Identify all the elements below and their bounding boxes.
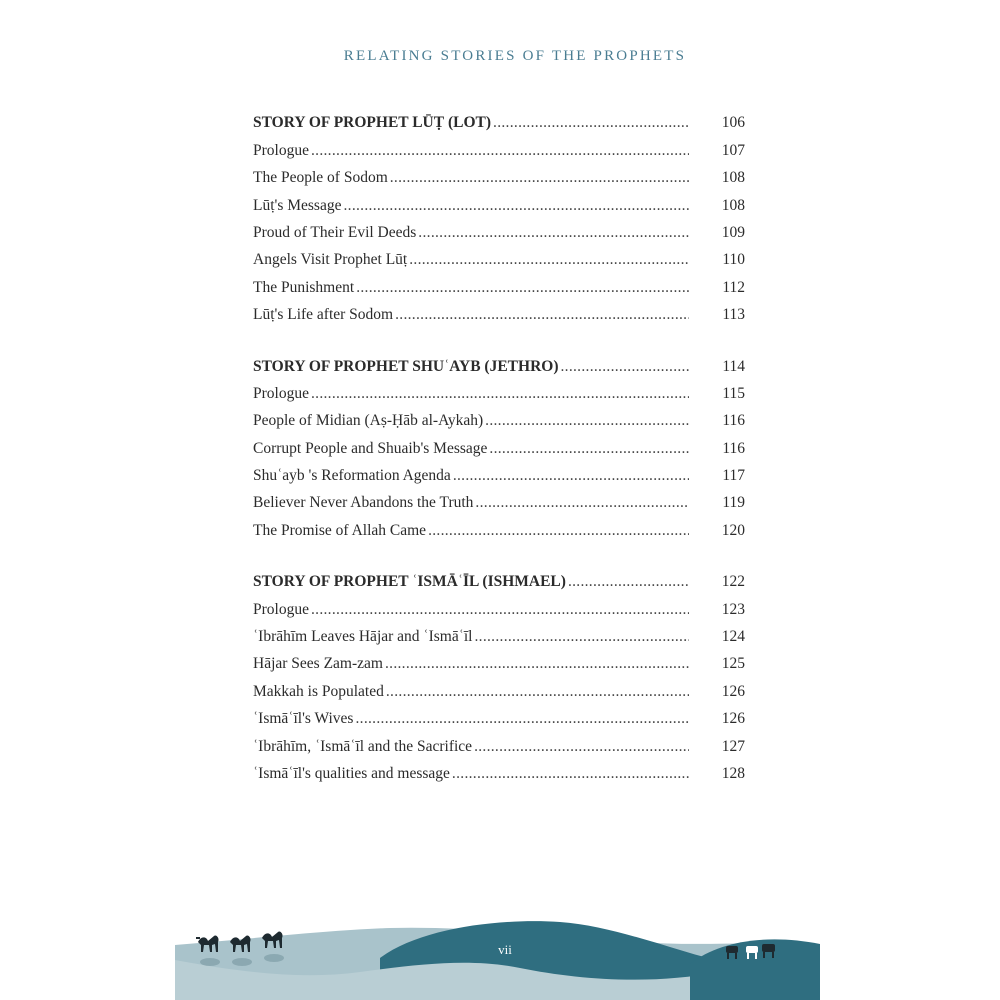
toc-page-number: 117 [722,467,745,485]
toc-page-number: 116 [722,412,745,430]
toc-entry[interactable] [253,756,745,783]
running-head: RELATING STORIES OF THE PROPHETS [343,48,687,64]
toc-entry[interactable] [253,512,745,539]
toc-entry-title: Proud of Their Evil Deeds [253,223,417,241]
toc-entry-title: STORY OF PROPHET SHUʿAYB (JETHRO) [253,357,559,375]
dot-leader [311,142,689,160]
toc-page-number: 115 [722,384,745,402]
toc-page-number: 116 [722,439,745,457]
toc-entry-title: Hājar Sees Zam-zam [253,655,383,673]
toc-entry-title: The Promise of Allah Came [253,521,427,539]
toc-entry-title: Prologue [253,141,309,159]
toc-entry[interactable] [253,215,745,242]
dot-leader [390,169,689,187]
dot-leader [474,738,689,756]
dot-leader [489,440,689,458]
toc-entry[interactable] [253,673,745,700]
toc-page-number: 110 [722,251,745,269]
toc-entry[interactable] [253,269,745,296]
dot-leader [568,573,689,591]
toc-entry-title: Angels Visit Prophet Lūṭ [253,251,408,269]
toc-entry[interactable] [253,591,745,618]
toc-entry-title: Makkah is Populated [253,682,384,700]
toc-page-number: 108 [721,196,745,214]
toc-entry-title: STORY OF PROPHET ʿISMĀʿĪL (ISHMAEL) [253,573,566,591]
toc-page-number: 109 [721,223,745,241]
toc-page-number: 125 [721,655,745,673]
toc-page-number: 123 [721,600,745,618]
toc-entry-title: The People of Sodom [253,169,388,187]
page-number: vii [498,942,512,957]
dot-leader [355,710,689,728]
toc-entry[interactable] [253,646,745,673]
toc-page-number: 114 [722,357,745,375]
toc-entry-title: ʿIsmāʿīl's qualities and message [253,764,450,782]
dot-leader [385,655,689,673]
dot-leader [485,412,689,430]
toc-entry-title: Shuʿayb 's Reformation Agenda [253,467,451,485]
toc-entry[interactable] [253,187,745,214]
toc-page-number: 107 [721,141,745,159]
toc-entry[interactable] [253,297,745,324]
toc-page-number: 126 [721,682,745,700]
toc-page-number: 119 [722,494,745,512]
dot-leader [493,114,689,132]
toc-entry[interactable] [253,485,745,512]
toc-page-number: 128 [721,764,745,782]
dot-leader [418,224,689,242]
dot-leader [395,306,689,324]
toc-page-number: 120 [721,521,745,539]
toc-entry-title: ʿIbrāhīm Leaves Hājar and ʿIsmāʿīl [253,628,473,646]
toc-entry[interactable] [253,403,745,430]
toc-entry[interactable] [253,376,745,403]
dot-leader [311,385,689,403]
toc-entry-title: Prologue [253,600,309,618]
dot-leader [356,279,689,297]
toc-entry-title: ʿIbrāhīm, ʿIsmāʿīl and the Sacrifice [253,737,473,755]
toc-entry-title: Prologue [253,384,309,402]
toc-section [253,105,745,324]
toc-entry-title: Lūṭ's Message [253,196,342,214]
toc-section [253,348,745,540]
dot-leader [560,358,689,376]
toc-section [253,564,745,783]
toc-page-number: 124 [721,628,745,646]
toc-entry-title: ʿIsmāʿīl's Wives [253,710,354,728]
toc-entry[interactable] [253,458,745,485]
dot-leader [311,601,689,619]
dot-leader [428,522,689,540]
toc-page-number: 106 [721,114,745,132]
toc-entry-title: Lūṭ's Life after Sodom [253,306,394,324]
dot-leader [475,494,689,512]
dot-leader [409,251,689,269]
toc-page-number: 108 [721,169,745,187]
toc-page-number: 113 [722,306,745,324]
dot-leader [343,197,689,215]
toc-entry[interactable] [253,160,745,187]
toc-entry[interactable] [253,619,745,646]
toc-entry[interactable] [253,701,745,728]
toc-entry[interactable] [253,242,745,269]
toc-entry-title: People of Midian (Aṣ-Ḥāb al-Aykah) [253,412,484,430]
table-of-contents [253,105,745,807]
toc-entry[interactable] [253,132,745,159]
dot-leader [452,765,689,783]
dot-leader [386,683,689,701]
toc-page-number: 126 [721,710,745,728]
toc-section-heading[interactable] [253,348,745,375]
toc-page-number: 127 [721,737,745,755]
toc-section-heading[interactable] [253,105,745,132]
toc-entry-title: STORY OF PROPHET LŪṬ (LOT) [253,114,492,132]
dot-leader [453,467,689,485]
toc-entry[interactable] [253,728,745,755]
dot-leader [474,628,689,646]
toc-entry-title: Believer Never Abandons the Truth [253,494,474,512]
toc-entry-title: The Punishment [253,278,355,296]
toc-entry[interactable] [253,430,745,457]
toc-page-number: 122 [721,573,745,591]
toc-section-heading[interactable] [253,564,745,591]
toc-entry-title: Corrupt People and Shuaib's Message [253,439,488,457]
toc-page-number: 112 [722,278,745,296]
